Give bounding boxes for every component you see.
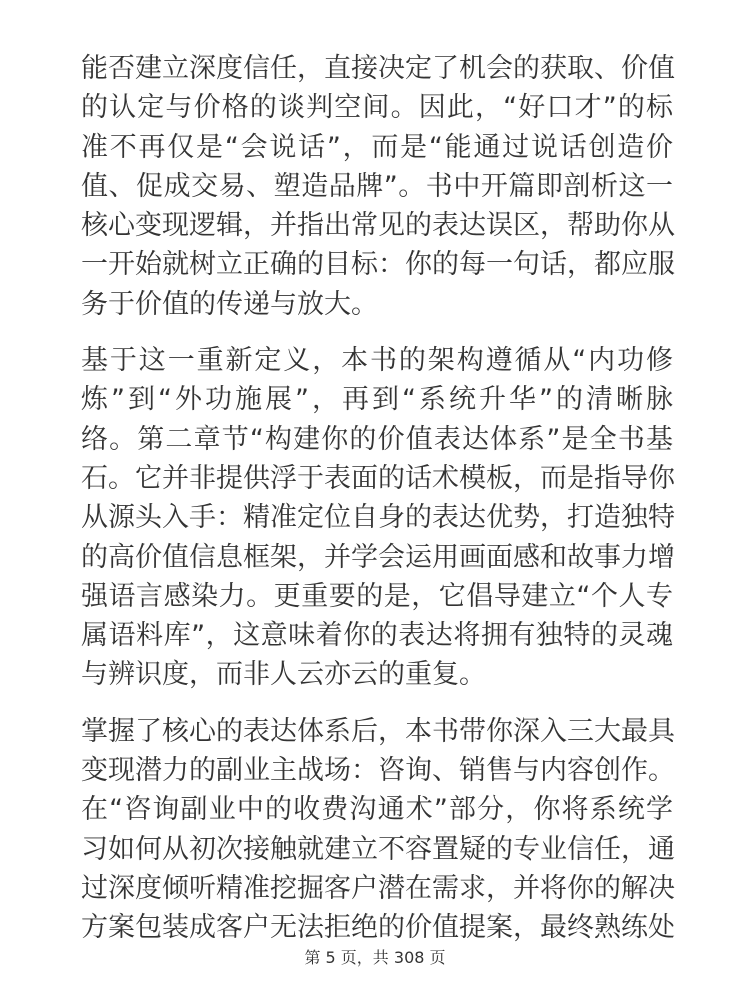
text-line: 从源头入手：精准定位自身的表达优势，打造独特 bbox=[81, 502, 675, 534]
text-line: 习如何从初次接触就建立不容置疑的专业信任，通 bbox=[81, 833, 675, 865]
paragraph bbox=[81, 49, 673, 324]
text-line: 务于价值的传递与放大。 bbox=[81, 288, 378, 320]
text-line: 在“咨询副业中的收费沟通术”部分，你将系统学 bbox=[81, 794, 673, 826]
text-line: 一开始就树立正确的目标：你的每一句话，都应服 bbox=[81, 249, 675, 281]
paragraph bbox=[81, 712, 673, 948]
text-line: 炼”到“外功施展”，再到“系统升华”的清晰脉 bbox=[81, 384, 673, 416]
text-line: 强语言感染力。更重要的是，它倡导建立“个人专 bbox=[81, 580, 673, 612]
text-line: 方案包装成客户无法拒绝的价值提案，最终熟练处 bbox=[81, 912, 675, 944]
page-number-footer bbox=[0, 948, 750, 968]
text-line: 与辨识度，而非人云亦云的重复。 bbox=[81, 659, 486, 691]
text-line: 过深度倾听精准挖掘客户潜在需求，并将你的解决 bbox=[81, 872, 675, 904]
text-line: 基于这一重新定义，本书的架构遵循从“内功修 bbox=[81, 345, 673, 377]
text-line: 准不再仅是“会说话”，而是“能通过说话创造价 bbox=[81, 131, 673, 163]
text-line: 络。第二章节“构建你的价值表达体系”是全书基 bbox=[81, 423, 673, 455]
text-line: 能否建立深度信任，直接决定了机会的获取、价值 bbox=[81, 53, 675, 84]
page-text-content bbox=[81, 49, 673, 965]
page-indicator: 第 5 页，共 308 页 bbox=[304, 948, 446, 967]
text-line: 的高价值信息框架，并学会运用画面感和故事力增 bbox=[81, 541, 675, 573]
text-line: 值、促成交易、塑造品牌”。书中开篇即剖析这一 bbox=[81, 170, 673, 202]
text-line: 石。它并非提供浮于表面的话术模板，而是指导你 bbox=[81, 462, 675, 494]
paragraph bbox=[81, 341, 673, 695]
text-line: 属语料库”，这意味着你的表达将拥有独特的灵魂 bbox=[81, 620, 673, 652]
text-line: 掌握了核心的表达体系后，本书带你深入三大最具 bbox=[81, 715, 675, 747]
text-line: 核心变现逻辑，并指出常见的表达误区，帮助你从 bbox=[81, 210, 675, 242]
text-line: 的认定与价格的谈判空间。因此，“好口才”的标 bbox=[81, 92, 673, 124]
text-line: 变现潜力的副业主战场：咨询、销售与内容创作。 bbox=[81, 755, 675, 787]
